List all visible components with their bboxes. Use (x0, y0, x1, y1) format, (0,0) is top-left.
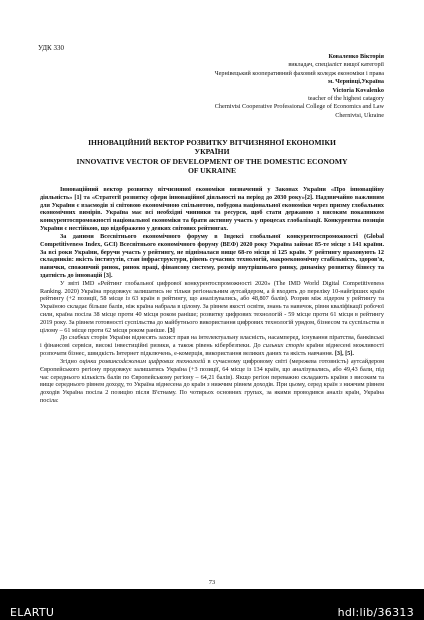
title-en-line1: INNOVATIVE VECTOR OF DEVELOPMENT OF THE DOMESTIC ECONOMY (76, 156, 348, 166)
paragraph-strengths-strong: сильних сторін (263, 342, 304, 350)
paragraph-strengths-weak: слабких (68, 334, 90, 342)
paragraph-network-italic: оцінки розвинсоdеженим цифрових технологій (79, 357, 206, 365)
article-body (40, 186, 384, 405)
paragraph-imd-ref: [3] (167, 326, 175, 334)
paragraph-strengths (40, 334, 384, 357)
author-block (134, 53, 384, 120)
author-affiliation-ua: Чернівецький кооперативний фаховий коледж економіки і права (214, 69, 384, 77)
author-name-ua: Коваленко Вікторія (328, 53, 384, 60)
paragraph-strengths-b: сторін України віднесять захист прав на інтелектуальну власність, насамперед, існування піратства, банківські і фінансові сервіси, високі інвестиційні ризики, а також рівень кібербезпеки. До (40, 334, 384, 350)
handle-id: hdl:lib/36313 (337, 606, 414, 619)
udk-code: УДК 330 (38, 44, 64, 52)
article-titles (40, 138, 384, 175)
author-name-en: Victoria Kovalenko (332, 86, 384, 94)
paragraph-network-a: Згідно (60, 357, 80, 365)
paragraph-intro: Інноваційний вектор розвитку вітчизняної економіки визначений у Законах України «Про інноваційну діяльність» [1] та «Стратегії розвитку сфери інноваційної діяльності на період до 2030 року»[2]. Надзвичайно важливим для України є взаємодія зі світовою економічною спільнотою, побудова національної економіки через призму глобальних економічних вимірів. Україна має всі необхідні чинники та ресурси, щоб стати державою з високим показником конкурентоспроможності національної економіки та брати активну участь у процесах глобалізації. Конкурентна позиція України є нестійкою, що відображено у деяких світових рейтингах. (40, 186, 384, 233)
paragraph-network-b: в сучасному цифровому світі (мережева готовність) аутсайдером Європейського регіону продовжує залишатись Україна (+3 позиції, 64 місце із 134 країн, що аналізувались, або 49,43 бали, під час середнього кількість балів по Європейському регіону – 64,21 балів). Якщо регіон переважно складають країни з високим та вище середнього рівнем доходу, то Україна віднесена до країн з нижчим рівнем доходів. При цьому, серед країн з нижчим рівнем доходів Україна посіла 2 позицію після В'єтнаму. По чотирьох основних групах, за якими проводився аналіз країн, Україна посіла: (40, 357, 384, 404)
paragraph-strengths-a: До (60, 334, 69, 342)
author-city-ua: м. Чернівці,Україна (327, 78, 384, 86)
paragraph-imd-text: У звіті IMD «Рейтинг глобальної цифрової конкурентоспроможності 2020» (The IMD World Digital Competitiveness Ranking. 2020) Україна продовжує залишатись не тільки регіональним аутсайдером, а й входить до переліку 10-найгірших країн рейтингу (+2 позиції, 58 місце із 63 країн в рейтингу, що аналізувались, або 48,807 балів). Розрив між лідером у рейтингу та Україною складає більше балів, ніж країна набрала в цілому. За рівнем якості освіти, знань та навичок, рівня кваліфікації робочої сили, країна посіла 38 місце проти 40 місця роком раніше; розвитку цифрових технологій - 59 місце проти 61 місця в рейтингу 2019 року. За рівнем готовності суспільства до майбутнього використання цифрових технологій урядом, бізнесом та суспільства в цілому – 61 місце проти 62 місця роком раніше. (40, 279, 384, 334)
title-ua-line2: УКРАЇНИ (194, 147, 230, 157)
paragraph-network (40, 358, 384, 405)
author-city-en: Chernivtsi, Ukraine (335, 111, 384, 119)
title-ua-line1: ІННОВАЦІЙНИЙ ВЕКТОР РОЗВИТКУ ВІТЧИЗНЯНОЇ ЕКОНОМІКИ (88, 138, 336, 147)
paragraph-imd (40, 280, 384, 335)
repository-name: ELARTU (10, 606, 55, 619)
author-affiliation-en: Chernivtsi Cooperative Professional College of Economics and Law (214, 103, 384, 111)
paragraph-strengths-c: країни віднесені можливості розпочати бізнес, швидкість Інтернет підключень, е-комерція, використання великих даних та якість навчання. (40, 342, 384, 358)
author-position-en: teacher of the highest catagory (308, 95, 384, 103)
author-position-ua: викладач, спеціаліст вищої категорії (288, 61, 384, 69)
paragraph-strengths-ref: [3], [5]. (334, 350, 354, 358)
page-number: 73 (208, 579, 216, 586)
title-en-line2: OF UKRAINE (187, 165, 237, 175)
repository-footer (0, 589, 424, 620)
paragraph-gci: За даними Всесвітнього економічного форуму в Індексі глобальної конкурентоспроможності (Global Competitiveness Index, GCI) Всесвітнього економічного форуму (ВЕФ) 2020 року Україна займає 85-те місце з 141 країни. За всі роки України, беручи участь у рейтингу, не піднімалася вище 68-го місця зі 125 країн. У рейтингу враховують 12 складників: якість інститутів, стан інфраструктури, рівень сучасних технологій, макроекономічну стабільність, здоров'я, навички, споживчий ринок, ринок праці, фінансову систему, розмір внутрішнього ринку, динаміку розвитку бізнесу та здатність до інновацій [3]. (40, 232, 384, 279)
